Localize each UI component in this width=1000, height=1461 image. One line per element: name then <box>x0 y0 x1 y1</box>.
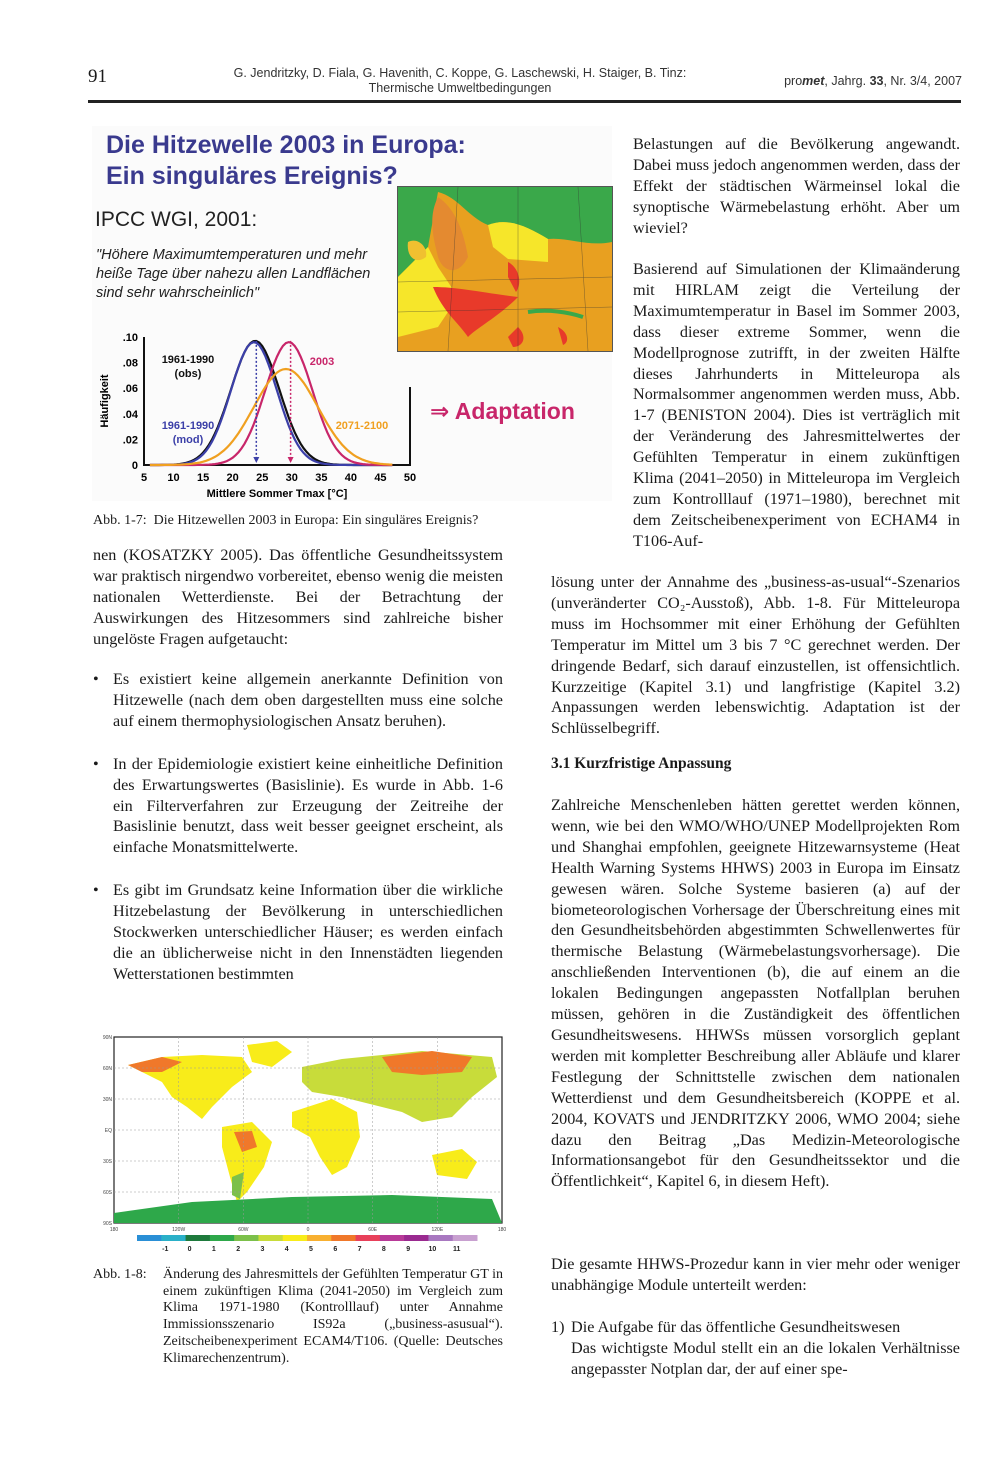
y-tick-label: .08 <box>122 357 138 370</box>
y-tick-label: .10 <box>122 332 138 344</box>
lon-tick-label: 0 <box>306 1227 310 1233</box>
right-paragraph-1: Belastungen auf die Bevölkerung angewandt. Dabei muss jedoch angenommen werden, dass der Effekt der städtischen Wärmeinsel lokal die synoptische Wärmebelastung erhöht. Aber um wieviel? <box>633 135 960 237</box>
world-temperature-change-map <box>92 1027 512 1257</box>
figure-source-label: IPCC WGI, 2001: <box>95 208 258 231</box>
bullet-item: • Es gibt im Grundsatz keine Information über die wirkliche Hitzebelastung der Bevölkerung in unterschiedlichen Stockwerken unterschiedlicher Häuser; es werden einfach die an üblicherweise nicht in den Innenstädten liegenden Wetterstationen bestimmten <box>93 881 503 983</box>
colorbar-label: 5 <box>309 1246 313 1253</box>
lon-tick-label: 180 <box>497 1227 507 1233</box>
series-label: 1961-1990 <box>161 354 215 366</box>
x-tick-label: 30 <box>285 472 298 484</box>
colorbar-swatch <box>161 1235 186 1241</box>
figure-1-7-caption: Abb. 1-7: Die Hitzewellen 2003 in Europa: Ein singuläres Ereignis? <box>93 513 479 528</box>
lat-tick-label: 60S <box>103 1190 112 1196</box>
colorbar-label: 11 <box>453 1246 461 1253</box>
right-paragraph-3: Zahlreiche Menschenleben hätten gerettet werden können, wenn, wie bei den WMO/WHO/UNEP Modellprojekten Rom und Shanghai empfohlen, geeignete Hitzewarnsysteme (Heat Health Warning Systems HHWS) 2003 in Europa im Einsatz gewesen wären. Solche Systeme basieren (a) auf der biometeorologischen Vorhersage der Überschreitung eines mit den Gesundheitsbehörden abgestimmten Schwellenwertes für thermische Belastung (Wärmebelastungsvorhersage). Die anschließenden Interventionen (b), die auf einem an die lokalen Bedingungen angepassten Notfallplan beruhen müssen, gehören in die Zuständigkeit des öffentlichen Gesundheitswesens. HHWSs müssen vorsorglich geplant werden mit kompletter Beschreibung aller Abläufe und klarer Festlegung der Schnittstelle zwischen dem nationalen Wetterdienst und dem Gesundheitsbereich (KOPPE et al. 2004, KOVATS und JENDRITZKY 2006, WMO 2004; siehe dazu den Beitrag „Das Medizin-Meteorologische Informationsangebot für den Gesundheitssektor und die Öffentlichkeit“, Kapitel 6, in diesem Heft). <box>551 796 960 1191</box>
figure-title: Die Hitzewelle 2003 in Europa: Ein singuläres Ereignis? <box>106 131 466 190</box>
colorbar-swatch <box>210 1235 235 1241</box>
colorbar-label: -1 <box>162 1246 169 1253</box>
right-paragraph-2: Basierend auf Simulationen der Klimaänderung mit HIRLAM zeigt die Verteilung der Maximumtemperatur in Basel im Sommer 2003, dass dieser extreme Sommer, wenn die Modellprognose zutrifft, in der zweiten Hälfte dieses Jahrhunderts in Mitteleuropa als Normalsommer angenommen werden muss, Abb. 1-7 (BENISTON 2004). Dies ist verträglich mit der Veränderung des Jahresmittelwertes der Gefühlten Temperatur in einem zukünftigen Klima (2041–2050) in Mitteleuropa im Vergleich zum Kontrolllauf (1971–1980), berechnet mit dem Zeitscheibenexperiment von ECHAM4 in T106-Auf- <box>633 260 960 550</box>
left-paragraph-1: nen (KOSATZKY 2005). Das öffentliche Gesundheitssystem war praktisch nirgendwo vorbereitet, ebenso wenig die meisten nationalen Wetterdienste. Bei der Betrachtung der Auswirkungen des Hitzesommers sind zahlreiche bisher ungelöste Fragen aufgetaucht: <box>93 546 503 648</box>
lon-tick-label: 60E <box>368 1227 378 1233</box>
colorbar-swatch <box>404 1235 429 1241</box>
colorbar-swatch <box>356 1235 381 1241</box>
adaptation-label: ⇒ Adaptation <box>430 398 575 424</box>
y-tick-label: .04 <box>122 408 138 421</box>
bullet-item: • Es existiert keine allgemein anerkannte Definition von Hitzewelle (nach dem oben dargestellten muss eine solche auf einem thermophysiologischen Ansatz beruhen). <box>93 670 503 730</box>
colorbar-swatch <box>137 1235 162 1241</box>
list-item-text: Das wichtigste Modul stellt ein an die lokalen Verhältnisse angepasster Notplan dar, der auf einer spe- <box>571 1338 960 1378</box>
x-tick-label: 20 <box>226 472 239 484</box>
colorbar-label: 1 <box>211 1246 216 1253</box>
lon-tick-label: 180 <box>109 1227 119 1233</box>
figure-1-8-caption: Abb. 1-8: Änderung des Jahresmittels der Gefühlten Temperatur GT in einem zukünftigen Klima (2041-2050) im Vergleich zum Klima 1971-1980 (Kontrolllauf) unter Annahme Immissionsszenario IS92a („business-asusual“). Zeitscheibenexperiment ECAM4/T106. (Quelle: Deutsches Klimarechenzentrum). <box>93 1267 503 1366</box>
figure-1-7 <box>92 126 612 501</box>
x-tick-label: 35 <box>315 472 328 484</box>
colorbar-swatch <box>234 1235 259 1241</box>
series-label: 2003 <box>309 356 335 368</box>
bullet-item: • In der Epidemiologie existiert keine einheitliche Definition des Erwartungswertes (Basislinie). Es wurde in Abb. 1-6 ein Filterverfahren zur Erzeugung der Zeitreihe der Basislinie benutzt, dass weit besser geeignet erscheint, als einfache Monatsmittelwerte. <box>93 754 503 857</box>
numbered-list-item: 1) Die Aufgabe für das öffentliche Gesundheitswesen Das wichtigste Modul stellt ein an die lokalen Verhältnisse angepasster Notplan dar, der auf einer spe- <box>551 1318 960 1378</box>
y-tick-label: .02 <box>122 434 138 447</box>
right-paragraph-2-continued: lösung unter der Annahme des „business-as-usual“-Szenarios (unveränderter CO₂-Ausstoß), Abb. 1-8. Für Mitteleuropa muss im Hochsommer mit einer Erhöhung der Gefühlten Temperatur im Mittel um 3 bis 7 °C gerechnet werden. Der dringende Bedarf, sich darauf einzustellen, ist offensichtlich. Kurzzeitige (Kapitel 3.1) und langfristige (Kapitel 3.2) Anpassungen werden lebenswichtig. Adaptation ist der Schlüsselbegriff. <box>551 573 960 738</box>
x-tick-label: 10 <box>167 472 180 484</box>
colorbar-label: 9 <box>406 1246 411 1253</box>
colorbar-swatch <box>283 1235 308 1241</box>
x-tick-label: 45 <box>374 472 387 484</box>
x-tick-label: 5 <box>140 472 148 484</box>
colorbar-label: 0 <box>187 1246 192 1253</box>
header-article-title: Thermische Umweltbedingungen <box>368 81 552 95</box>
colorbar-label: 10 <box>428 1246 437 1253</box>
colorbar-label: 4 <box>284 1246 289 1253</box>
journal-reference: promet, Jahrg. 33, Nr. 3/4, 2007 <box>784 74 962 88</box>
x-axis-label: Mittlere Sommer Tmax [°C] <box>206 488 348 500</box>
temperature-distribution-chart <box>92 321 432 501</box>
lat-tick-label: EQ <box>104 1128 112 1134</box>
y-tick-label: .06 <box>122 383 138 396</box>
x-tick-label: 15 <box>196 472 210 484</box>
lat-tick-label: 90S <box>103 1221 112 1227</box>
section-heading: 3.1 Kurzfristige Anpassung <box>551 755 732 772</box>
colorbar-swatch <box>428 1235 453 1241</box>
y-axis-label: Häufigkeit <box>99 374 111 428</box>
colorbar-swatch <box>307 1235 332 1241</box>
series-label: 2071-2100 <box>335 420 389 432</box>
running-header <box>200 66 720 96</box>
x-tick-label: 50 <box>403 472 417 484</box>
colorbar-swatch <box>331 1235 356 1241</box>
x-tick-label: 25 <box>256 472 269 484</box>
colorbar-label: 7 <box>357 1246 362 1253</box>
x-tick-label: 40 <box>344 472 358 484</box>
colorbar-swatch <box>380 1235 405 1241</box>
lat-tick-label: 90N <box>102 1035 112 1041</box>
mean-marker-arrow <box>288 457 294 463</box>
header-authors: G. Jendritzky, D. Fiala, G. Havenith, C. Koppe, G. Laschewski, H. Staiger, B. Tinz: <box>233 66 687 80</box>
lon-tick-label: 120W <box>172 1227 186 1233</box>
colorbar-label: 8 <box>381 1246 386 1253</box>
series-label: (mod) <box>172 434 204 446</box>
y-tick-label: 0 <box>131 460 138 472</box>
colorbar-swatch <box>186 1235 211 1241</box>
lat-tick-label: 30N <box>102 1097 112 1103</box>
lat-tick-label: 60N <box>102 1066 112 1072</box>
series-label: 1961-1990 <box>161 420 215 432</box>
lon-tick-label: 120E <box>431 1227 444 1233</box>
right-paragraph-4: Die gesamte HHWS-Prozedur kann in vier mehr oder weniger unabhängige Module unterteilt werden: <box>551 1255 960 1294</box>
series-line-2071-2100 <box>150 369 392 465</box>
lat-tick-label: 30S <box>103 1159 112 1165</box>
colorbar-label: 2 <box>236 1246 241 1253</box>
colorbar-label: 6 <box>333 1246 338 1253</box>
colorbar-label: 3 <box>260 1246 265 1253</box>
list-item-title: Die Aufgabe für das öffentliche Gesundheitswesen <box>571 1318 901 1336</box>
mean-marker-arrow <box>253 457 259 463</box>
page-number: 91 <box>88 66 107 87</box>
figure-quote: "Höhere Maximumtemperaturen und mehr heiße Tage über nahezu allen Landflächen sind sehr wahrscheinlich" <box>96 247 371 301</box>
colorbar-swatch <box>258 1235 283 1241</box>
colorbar-swatch <box>453 1235 478 1241</box>
series-label: (obs) <box>174 368 202 380</box>
header-divider <box>88 100 961 103</box>
lon-tick-label: 60W <box>238 1227 249 1233</box>
bullet-list <box>93 669 503 1007</box>
